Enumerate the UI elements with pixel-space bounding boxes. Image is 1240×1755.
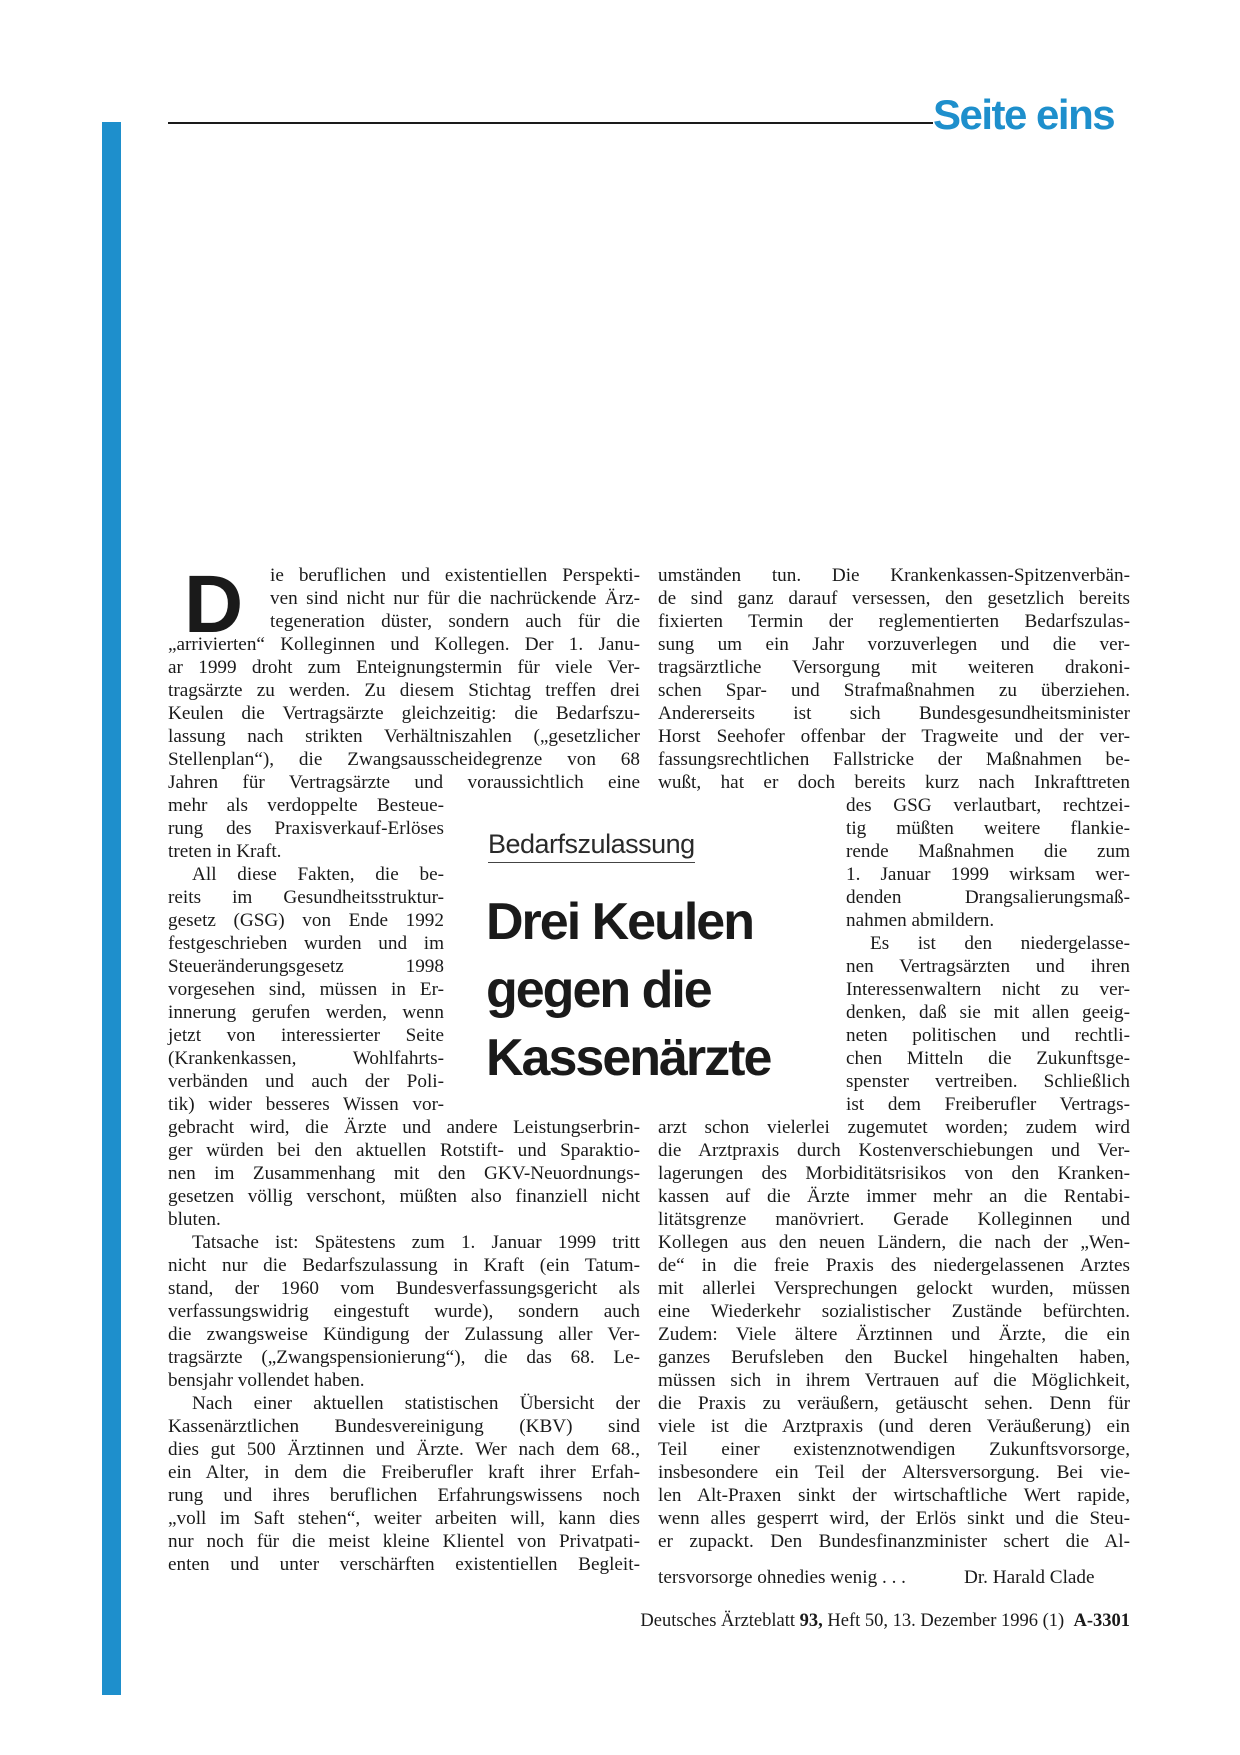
text-line: bensjahr vollendet haben. (168, 1370, 365, 1391)
text-line: sung um ein Jahr vorzuverlegen und die ver- (658, 634, 1130, 655)
text-line: (Krankenkassen, Wohlfahrts- (168, 1048, 444, 1069)
text-line: bluten. (168, 1209, 221, 1230)
text-line: tersvorsorge ohnedies wenig . . . (658, 1567, 906, 1588)
text-line: litätsgrenze manövriert. Gerade Kolleginnen und (658, 1209, 1130, 1230)
text-line: eine Wiederkehr sozialistischer Zustände befürchten. (658, 1301, 1130, 1322)
text-line: stand, der 1960 vom Bundesverfassungsgericht als (168, 1278, 640, 1299)
text-line: denken, daß sie mit allen geeig- (846, 1002, 1130, 1023)
text-line: „voll im Saft stehen“, weiter arbeiten will, kann dies (168, 1508, 640, 1529)
text-line: ie beruflichen und existentiellen Perspekti- (270, 565, 640, 586)
text-line: die Arztpraxis durch Kostenverschiebungen und Ver- (658, 1140, 1130, 1161)
text-line: er zupackt. Den Bundesfinanzminister schert die Al- (658, 1531, 1130, 1552)
text-line: ist dem Freiberufler Vertrags- (846, 1094, 1130, 1115)
text-line: wußt, hat er doch bereits kurz nach Inkrafttreten (658, 772, 1130, 793)
text-line: rung und ihres beruflichen Erfahrungswissens noch (168, 1485, 640, 1506)
text-line: nahmen abmildern. (846, 910, 995, 931)
text-line: tragsärztliche Versorgung mit weiteren drakoni- (658, 657, 1130, 678)
text-line: enten und unter verschärften existentiellen Begleit- (168, 1554, 640, 1575)
text-line: lassung nach strikten Verhältniszahlen („gesetzlicher (168, 726, 640, 747)
text-line: mehr als verdoppelte Besteue- (168, 795, 444, 816)
text-line: ar 1999 droht zum Enteignungstermin für viele Ver- (168, 657, 640, 678)
text-line: fixierten Termin der reglementierten Bedarfszulas- (658, 611, 1130, 632)
sidebar-accent-bar (102, 122, 121, 1695)
text-line: nen im Zusammenhang mit den GKV-Neuordnungs- (168, 1163, 640, 1184)
text-line: tragsärzte („Zwangspensionierung“), die das 68. Le- (168, 1347, 640, 1368)
text-line: verbänden und auch der Poli- (168, 1071, 444, 1092)
text-line: de“ in die freie Praxis des niedergelassenen Arztes (658, 1255, 1130, 1276)
text-line: viele ist die Arztpraxis (und deren Veräußerung) ein (658, 1416, 1130, 1437)
text-line: insbesondere ein Teil der Altersversorgung. Bei vie- (658, 1462, 1130, 1483)
text-line: Horst Seehofer offenbar der Tragweite und der ver- (658, 726, 1130, 747)
text-line: nur noch für die meist kleine Klientel von Privatpati- (168, 1531, 640, 1552)
author-name: Dr. Harald Clade (964, 1567, 1095, 1588)
text-line: wenn alles gesperrt wird, der Erlös sinkt und die Steu- (658, 1508, 1130, 1529)
text-line: ein Alter, in dem die Freiberufler kraft ihrer Erfah- (168, 1462, 640, 1483)
article-headline (486, 888, 770, 1092)
text-line: neten politischen und rechtli- (846, 1025, 1130, 1046)
text-line: „arrivierten“ Kolleginnen und Kollegen. Der 1. Janu- (168, 634, 640, 655)
journal-name: Deutsches Ärzteblatt (640, 1611, 796, 1631)
text-line: tik) wider besseres Wissen vor- (168, 1094, 444, 1115)
text-line: gebracht wird, die Ärzte und andere Leistungserbrin- (168, 1117, 640, 1138)
text-line: Keulen die Vertragsärzte gleichzeitig: die Bedarfszu- (168, 703, 640, 724)
text-line: treten in Kraft. (168, 841, 282, 862)
text-line: verfassungswidrig eingestuft wurde), sondern auch (168, 1301, 640, 1322)
text-line: ger würden bei den aktuellen Rotstift- und Sparaktio- (168, 1140, 640, 1161)
text-line: gesetzen völlig verschont, müßten also finanziell nicht (168, 1186, 640, 1207)
text-line: tig müßten weitere flankie- (846, 818, 1130, 839)
text-line: nicht nur die Bedarfszulassung in Kraft (ein Tatum- (168, 1255, 640, 1276)
text-line: Teil einer existenznotwendigen Zukunftsvorsorge, (658, 1439, 1130, 1460)
issue-date: Heft 50, 13. Dezember 1996 (1) (827, 1611, 1065, 1631)
text-line: innerung gerufen werden, wenn (168, 1002, 444, 1023)
text-line: All diese Fakten, die be- (192, 864, 444, 885)
text-line: chen Mitteln die Zukunftsge- (846, 1048, 1130, 1069)
text-line: Zudem: Viele ältere Ärztinnen und Ärzte, die ein (658, 1324, 1130, 1345)
text-line: jetzt von interessierter Seite (168, 1025, 444, 1046)
text-line: dies gut 500 Ärztinnen und Ärzte. Wer nach dem 68., (168, 1439, 640, 1460)
text-line: Jahren für Vertragsärzte und voraussichtlich eine (168, 772, 640, 793)
text-line: denden Drangsalierungsmaß- (846, 887, 1130, 908)
header-rule (168, 122, 933, 124)
text-line: ven sind nicht nur für die nachrückende Ärz- (270, 588, 640, 609)
text-line: festgeschrieben wurden und im (168, 933, 444, 954)
text-line: rung des Praxisverkauf-Erlöses (168, 818, 444, 839)
text-line: kassen auf die Ärzte immer mehr an die Rentabi- (658, 1186, 1130, 1207)
headline-line: Kassenärzte (486, 1029, 771, 1087)
article-kicker: Bedarfszulassung (488, 828, 695, 863)
text-line: Steueränderungsgesetz 1998 (168, 956, 444, 977)
text-line: lagerungen des Morbiditätsrisikos von den Kranken- (658, 1163, 1130, 1184)
text-line: die Praxis zu veräußern, getäuscht sehen. Denn für (658, 1393, 1130, 1414)
text-line: des GSG verlautbart, rechtzei- (846, 795, 1130, 816)
text-line: Andererseits ist sich Bundesgesundheitsminister (658, 703, 1130, 724)
page-number: A-3301 (1073, 1611, 1130, 1631)
text-line: de sind ganz darauf versessen, den gesetzlich bereits (658, 588, 1130, 609)
journal-volume: 93, (799, 1611, 823, 1631)
text-line: umständen tun. Die Krankenkassen-Spitzenverbän- (658, 565, 1130, 586)
text-line: fassungsrechtlichen Fallstricke der Maßnahmen be- (658, 749, 1130, 770)
text-line: schen Spar- und Strafmaßnahmen zu überziehen. (658, 680, 1130, 701)
section-title: Seite eins (933, 91, 1115, 138)
text-line: rende Maßnahmen die zum (846, 841, 1130, 862)
text-line: tegeneration düster, sondern auch für die (270, 611, 640, 632)
text-line: Stellenplan“), die Zwangsausscheidegrenze von 68 (168, 749, 640, 770)
text-line: tragsärzte zu werden. Zu diesem Stichtag treffen drei (168, 680, 640, 701)
text-line: len Alt-Praxen sinkt der wirtschaftliche Wert rapide, (658, 1485, 1130, 1506)
headline-line: gegen die (486, 961, 711, 1019)
text-line: die zwangsweise Kündigung der Zulassung aller Ver- (168, 1324, 640, 1345)
text-line: Kollegen aus den neuen Ländern, die nach der „Wen- (658, 1232, 1130, 1253)
text-line: mit allerlei Versprechungen gelockt wurden, müssen (658, 1278, 1130, 1299)
page-footer (640, 1611, 1130, 1632)
text-line: spenster vertreiben. Schließlich (846, 1071, 1130, 1092)
text-line: Es ist den niedergelasse- (870, 933, 1130, 954)
headline-line: Drei Keulen (486, 893, 753, 951)
drop-cap: D (184, 559, 244, 650)
text-line: nen Vertragsärzten und ihren (846, 956, 1130, 977)
text-line: ganzes Berufsleben den Buckel hingehalten haben, (658, 1347, 1130, 1368)
text-line: arzt schon vielerlei zugemutet worden; zudem wird (658, 1117, 1130, 1138)
text-line: Tatsache ist: Spätestens zum 1. Januar 1999 tritt (192, 1232, 640, 1253)
text-line: Nach einer aktuellen statistischen Übersicht der (192, 1393, 640, 1414)
text-line: vorgesehen sind, müssen in Er- (168, 979, 444, 1000)
text-line: reits im Gesundheitsstruktur- (168, 887, 444, 908)
text-line: Interessenwaltern nicht zu ver- (846, 979, 1130, 1000)
text-line: gesetz (GSG) von Ende 1992 (168, 910, 444, 931)
text-line: müssen sich in ihrem Vertrauen auf die Möglichkeit, (658, 1370, 1130, 1391)
text-line: 1. Januar 1999 wirksam wer- (846, 864, 1130, 885)
text-line: Kassenärztlichen Bundesvereinigung (KBV) sind (168, 1416, 640, 1437)
